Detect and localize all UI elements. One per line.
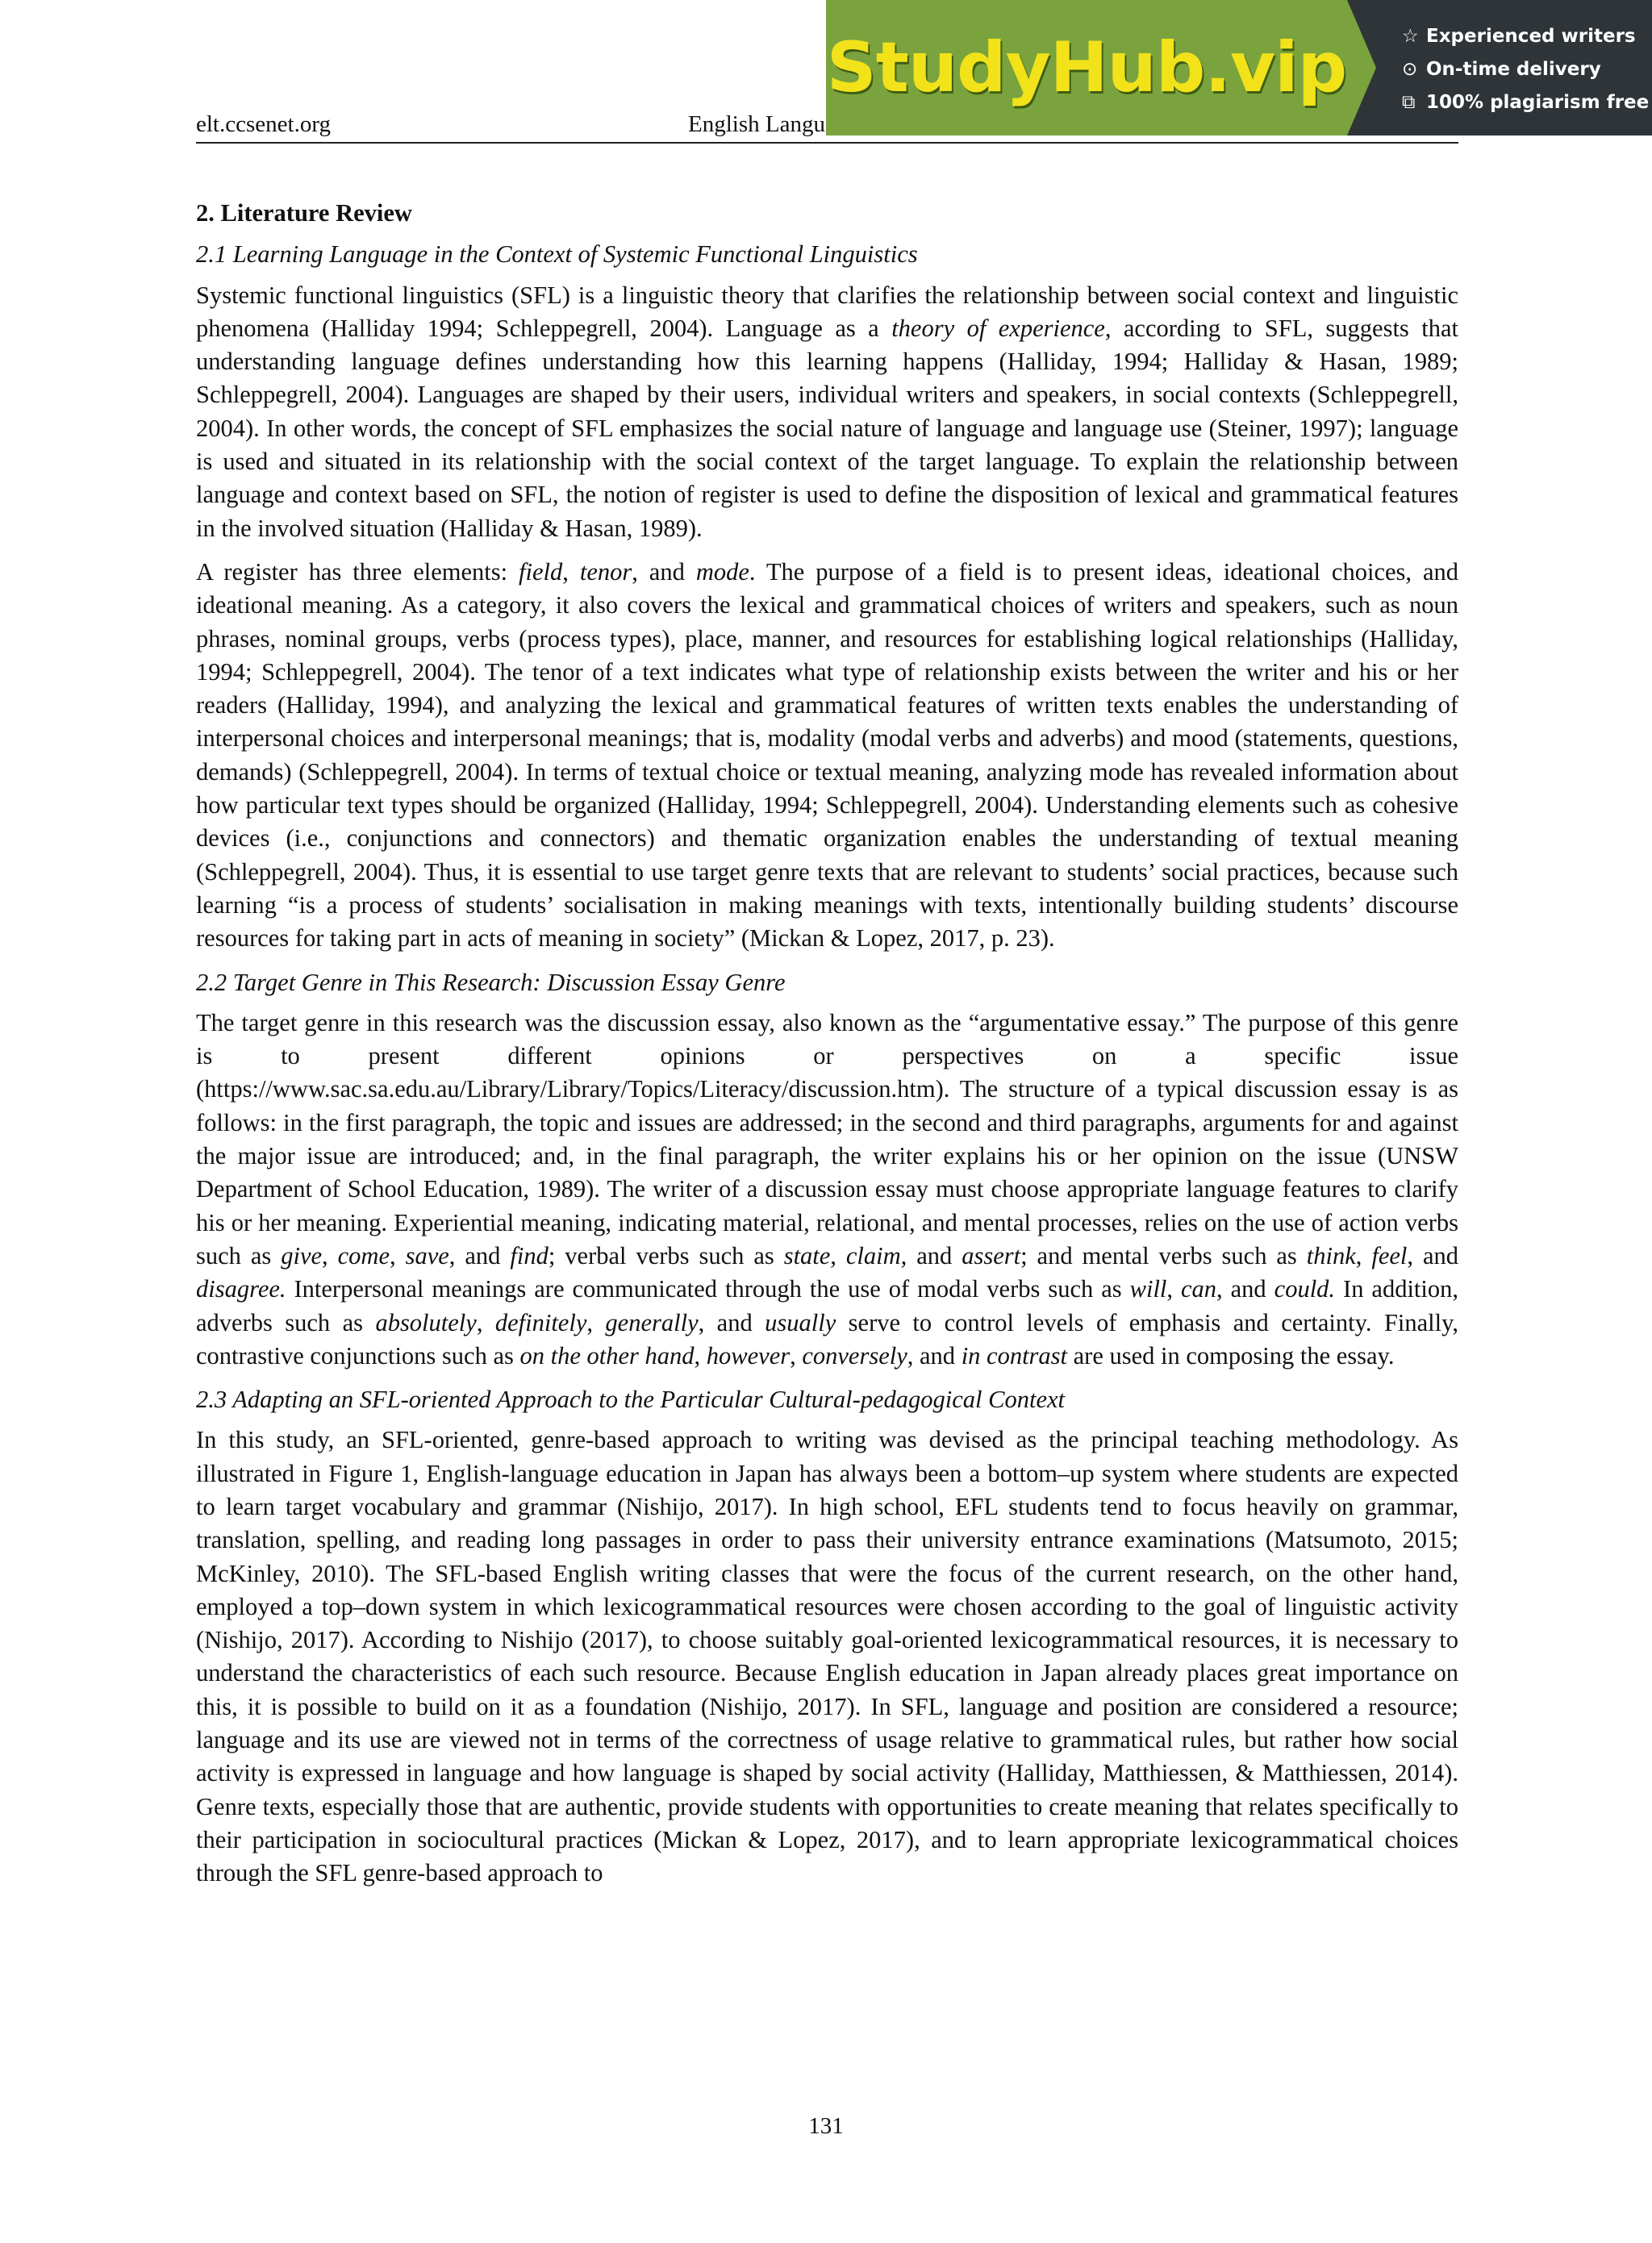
article-body xyxy=(196,197,1458,1901)
paragraph: Systemic functional linguistics (SFL) is a linguistic theory that clarifies the relationship between social context and linguistic phenomena (Halliday 1994; Schleppegrell, 2004). Language as a theory of experience, according to SFL, suggests that understanding language defines understanding how this learning happens (Halliday, 1994; Halliday & Hasan, 1989; Schleppegrell, 2004). Languages are shaped by their users, individual writers and speakers, in social contexts (Schleppegrell, 2004). In other words, the concept of SFL emphasizes the social nature of language and language use (Steiner, 1997); language is used and situated in its relationship with the social context of the target language. To explain the relationship between language and context based on SFL, the notion of register is used to define the disposition of lexical and grammatical features in the involved situation (Halliday & Hasan, 1989). xyxy=(196,281,1458,542)
clock-icon: ⊙ xyxy=(1402,58,1418,80)
section-blocks xyxy=(196,238,1458,1890)
studyhub-ad-banner[interactable] xyxy=(826,0,1652,135)
banner-feature-label: On-time delivery xyxy=(1426,58,1601,80)
paragraph: A register has three elements: field, tenor, and mode. The purpose of a field is to present ideas, ideational choices, and ideational meaning. As a category, it also covers the lexical and grammatical choices of writers and speakers, such as noun phrases, nominal groups, verbs (process types), place, manner, and resources for establishing logical relationships (Halliday, 1994; Schleppegrell, 2004). The tenor of a text indicates what type of relationship exists between the writer and his or her readers (Halliday, 1994), and analyzing the lexical and grammatical features of written texts enables the understanding of interpersonal choices and interpersonal meanings; that is, modality (modal verbs and adverbs) and mood (statements, questions, demands) (Schleppegrell, 2004). In terms of textual choice or textual meaning, analyzing mode has revealed information about how particular text types should be organized (Halliday, 1994; Schleppegrell, 2004). Understanding elements such as cohesive devices (i.e., conjunctions and connectors) and thematic organization enables the understanding of textual meaning (Schleppegrell, 2004). Thus, it is essential to use target genre texts that are relevant to students’ social practices, because such learning “is a process of students’ socialisation in making meanings with texts, intentionally building students’ discourse resources for taking part in acts of meaning in society” (Mickan & Lopez, 2017, p. 23). xyxy=(196,557,1459,953)
paragraph: In this study, an SFL-oriented, genre-based approach to writing was devised as the principal teaching methodology. As illustrated in Figure 1, English-language education in Japan has always been a bottom–up system where students are expected to learn target vocabulary and grammar (Nishijo, 2017). In high school, EFL students tend to focus heavily on grammar, translation, spelling, and reading long passages in order to pass their university entrance examinations (Matsumoto, 2015; McKinley, 2010). The SFL-based English writing classes that were the focus of the current research, on the other hand, employed a top–down system in which lexicogrammatical resources were chosen according to the goal of linguistic activity (Nishijo, 2017). According to Nishijo (2017), to choose suitably goal-oriented lexicogrammatical resources, it is necessary to understand the characteristics of each such resource. Because English education in Japan already places great importance on this, it is possible to build on it as a foundation (Nishijo, 2017). In SFL, language and position are considered a resource; language and its use are viewed not in terms of the correctness of usage relative to grammatical rules, but rather how social activity is expressed in language and how language is shaped by social activity (Halliday, Matthiessen, & Matthiessen, 2014). Genre texts, especially those that are authentic, provide students with opportunities to create meaning that relates specifically to their participation in sociocultural practices (Mickan & Lopez, 2017), and to learn appropriate lexicogrammatical choices through the SFL genre-based approach to xyxy=(196,1426,1458,1887)
subsection-title: 2.2 Target Genre in This Research: Discussion Essay Genre xyxy=(196,968,786,996)
star-icon: ☆ xyxy=(1402,25,1419,47)
studyhub-logo-text: StudyHub.vip xyxy=(826,27,1347,108)
page-number: 131 xyxy=(808,2113,844,2139)
banner-feature-label: 100% plagiarism free xyxy=(1426,91,1650,113)
header-journal-title: English Langu xyxy=(688,111,825,137)
banner-feature xyxy=(1402,52,1652,85)
subsection-title: 2.3 Adapting an SFL-oriented Approach to the Particular Cultural-pedagogical Context xyxy=(196,1386,1066,1414)
studyhub-logo[interactable] xyxy=(826,0,1347,135)
subsection-title: 2.1 Learning Language in the Context of Systemic Functional Linguistics xyxy=(196,240,918,269)
paragraph: The target genre in this research was the discussion essay, also known as the “argumentative essay.” The purpose of this genre is to present different opinions or perspectives on a specific issue (https://www.sac.sa.edu.au/Library/Library/Topics/Literacy/discussion.htm). The structure of a typical discussion essay is as follows: in the first paragraph, the topic and issues are addressed; in the second and third paragraphs, arguments for and against the major issue are introduced; and, in the final paragraph, the writer explains his or her opinion on the issue (UNSW Department of School Education, 1989). The writer of a discussion essay must choose appropriate language features to clarify his or her meaning. Experiential meaning, indicating material, relational, and mental processes, relies on the use of action verbs such as give, come, save, and find; verbal verbs such as state, claim, and assert; and mental verbs such as think, feel, and disagree. Interpersonal meanings are communicated through the use of modal verbs such as will, can, and could. In addition, adverbs such as absolutely, definitely, generally, and usually serve to control levels of emphasis and certainty. Finally, contrastive conjunctions such as on the other hand, however, conversely, and in contrast are used in composing the essay. xyxy=(196,1008,1459,1370)
copy-icon: ⧉ xyxy=(1402,91,1416,113)
header-rule xyxy=(196,142,1458,144)
banner-feature-list xyxy=(1347,0,1652,135)
banner-feature xyxy=(1402,85,1652,119)
banner-feature xyxy=(1402,19,1652,52)
section-title: 2. Literature Review xyxy=(196,199,412,227)
header-site-url: elt.ccsenet.org xyxy=(196,111,331,137)
banner-feature-label: Experienced writers xyxy=(1426,25,1636,47)
